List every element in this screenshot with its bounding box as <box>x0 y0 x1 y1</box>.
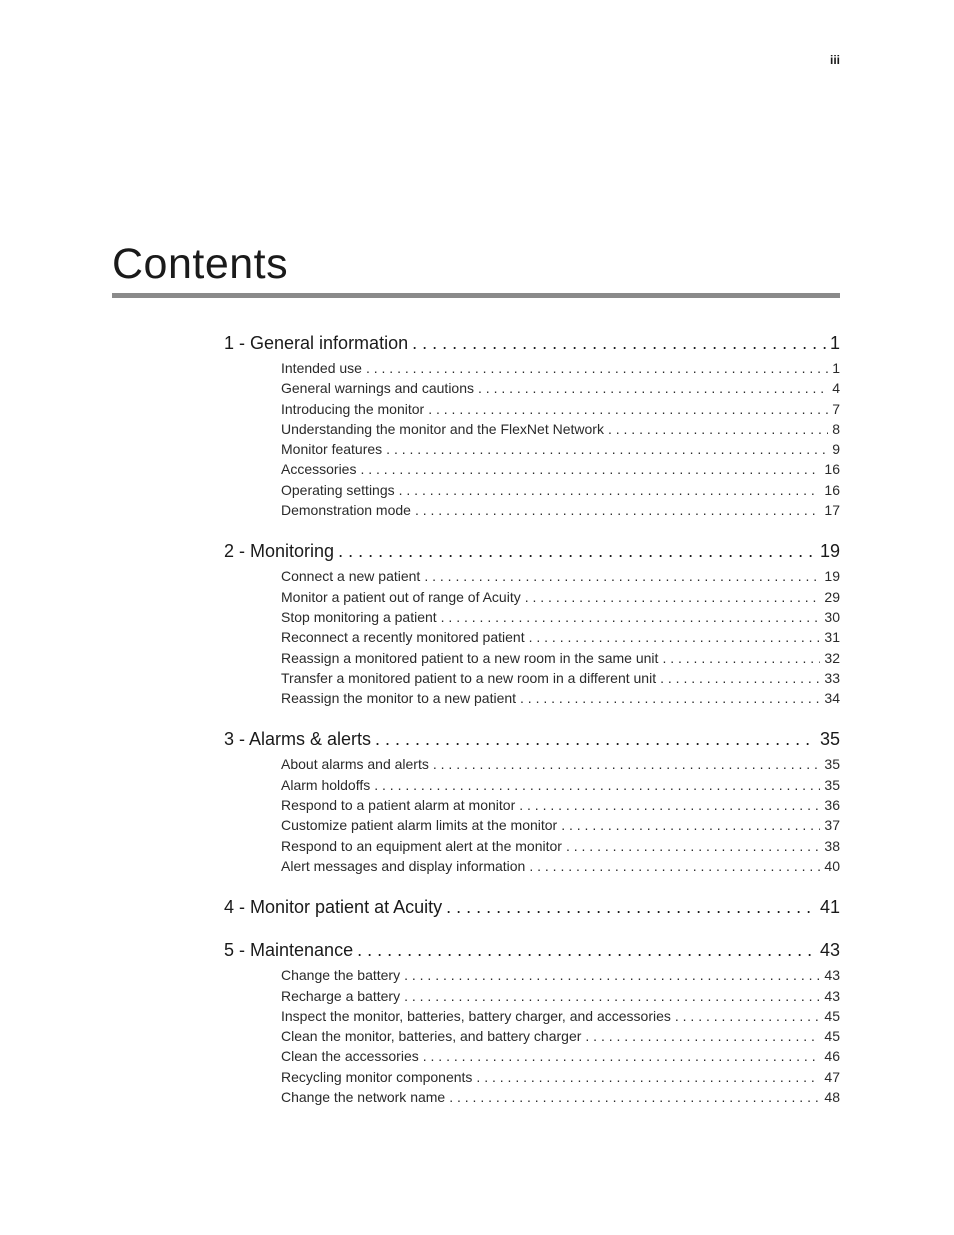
section-entry-title: Demonstration mode <box>281 502 411 519</box>
section-entry[interactable] <box>281 459 840 479</box>
section-entry-title: Intended use <box>281 360 362 376</box>
section-entry-page: 16 <box>824 481 840 498</box>
dot-leader <box>362 358 828 378</box>
section-entry-title: Reassign the monitor to a new patient <box>281 690 517 707</box>
section-entry-page: 35 <box>824 756 840 773</box>
section-entry[interactable] <box>281 815 840 835</box>
section-entry[interactable] <box>281 1006 840 1026</box>
chapter-entry[interactable] <box>224 330 840 356</box>
page-number: iii <box>829 53 840 67</box>
dot-leader <box>604 419 828 439</box>
chapter-entry-page: 1 <box>829 333 840 353</box>
section-entry[interactable] <box>281 688 840 708</box>
dot-leader <box>382 439 828 459</box>
dot-leader <box>525 856 820 876</box>
section-entry-page: 45 <box>824 1028 840 1045</box>
section-entry[interactable] <box>281 627 840 647</box>
chapter-entry-title: 2 - Monitoring <box>224 541 335 562</box>
section-entry-title: About alarms and alerts <box>281 756 429 773</box>
dot-leader <box>515 795 820 815</box>
section-entry-title: General warnings and cautions <box>281 380 475 397</box>
section-entry-title: Monitor features <box>281 441 383 458</box>
chapter-block <box>224 726 840 876</box>
section-entry-title: Transfer a monitored patient to a new room in a different unit <box>281 669 657 686</box>
section-entry[interactable] <box>281 986 840 1006</box>
dot-leader <box>521 587 821 607</box>
section-entry[interactable] <box>281 856 840 876</box>
dot-leader <box>370 775 820 795</box>
section-entry-title: Respond to a patient alarm at monitor <box>281 797 516 814</box>
section-entry[interactable] <box>281 358 840 378</box>
section-entry-page: 47 <box>824 1068 840 1085</box>
section-entry-page: 16 <box>824 461 840 478</box>
section-entry[interactable] <box>281 775 840 795</box>
chapter-block <box>224 330 840 520</box>
chapter-entry[interactable] <box>224 894 840 920</box>
section-entry-page: 8 <box>832 420 840 437</box>
section-entry-title: Clean the accessories <box>281 1048 419 1065</box>
section-entry-title: Change the network name <box>281 1089 446 1106</box>
section-entry-title: Accessories <box>281 461 357 478</box>
section-entry[interactable] <box>281 1046 840 1066</box>
chapter-entry[interactable] <box>224 937 840 963</box>
section-entry[interactable] <box>281 1026 840 1046</box>
section-entry-title: Inspect the monitor, batteries, battery charger, and accessories <box>281 1007 671 1024</box>
dot-leader <box>581 1026 820 1046</box>
dot-leader <box>334 538 816 564</box>
section-list <box>281 358 840 520</box>
section-entry-page: 1 <box>832 360 840 376</box>
section-entry-page: 19 <box>824 568 840 585</box>
chapter-entry-page: 19 <box>819 541 840 562</box>
section-entry[interactable] <box>281 419 840 439</box>
dot-leader <box>395 480 821 500</box>
dot-leader <box>411 500 820 520</box>
section-entry-title: Reconnect a recently monitored patient <box>281 629 525 646</box>
section-entry[interactable] <box>281 1067 840 1087</box>
section-entry-title: Customize patient alarm limits at the monitor <box>281 817 558 834</box>
dot-leader <box>429 754 821 774</box>
dot-leader <box>408 330 826 356</box>
section-entry-title: Monitor a patient out of range of Acuity <box>281 588 521 605</box>
dot-leader <box>671 1006 821 1026</box>
dot-leader <box>420 566 820 586</box>
dot-leader <box>445 1087 820 1107</box>
section-entry-page: 33 <box>824 669 840 686</box>
section-entry-page: 35 <box>824 776 840 793</box>
dot-leader <box>437 607 821 627</box>
chapter-block <box>224 937 840 1107</box>
section-entry-page: 4 <box>832 380 840 397</box>
section-entry[interactable] <box>281 439 840 459</box>
chapter-block <box>224 538 840 708</box>
dot-leader <box>525 627 821 647</box>
section-entry-page: 37 <box>824 817 840 834</box>
section-entry[interactable] <box>281 668 840 688</box>
section-entry-title: Stop monitoring a patient <box>281 608 437 625</box>
section-list <box>281 566 840 708</box>
dot-leader <box>424 399 828 419</box>
dot-leader <box>356 459 820 479</box>
section-entry-title: Introducing the monitor <box>281 400 425 417</box>
section-entry-page: 36 <box>824 797 840 814</box>
section-entry-page: 31 <box>824 629 840 646</box>
section-entry-title: Recharge a battery <box>281 987 401 1004</box>
title-rule <box>112 293 840 298</box>
section-entry-title: Respond to an equipment alert at the monitor <box>281 837 562 854</box>
page-title: Contents <box>112 240 289 288</box>
dot-leader <box>442 894 816 920</box>
section-entry-title: Operating settings <box>281 481 395 498</box>
dot-leader <box>516 688 820 708</box>
section-entry-title: Reassign a monitored patient to a new room in the same unit <box>281 649 659 666</box>
section-entry[interactable] <box>281 399 840 419</box>
section-entry-page: 17 <box>824 502 840 519</box>
section-entry-page: 43 <box>824 967 840 984</box>
chapter-entry-page: 43 <box>819 940 840 961</box>
chapter-entry-title: 5 - Maintenance <box>224 940 354 961</box>
chapter-entry-title: 3 - Alarms & alerts <box>224 729 372 750</box>
section-entry[interactable] <box>281 480 840 500</box>
section-entry[interactable] <box>281 836 840 856</box>
section-entry-title: Alarm holdoffs <box>281 776 371 793</box>
section-entry-page: 48 <box>824 1089 840 1106</box>
section-entry-page: 7 <box>832 400 840 417</box>
section-entry-title: Connect a new patient <box>281 568 421 585</box>
dot-leader <box>658 648 820 668</box>
dot-leader <box>419 1046 821 1066</box>
dot-leader <box>557 815 820 835</box>
section-list <box>281 754 840 876</box>
section-entry-title: Clean the monitor, batteries, and battery charger <box>281 1028 582 1045</box>
section-entry-page: 29 <box>824 588 840 605</box>
section-entry-title: Change the battery <box>281 967 401 984</box>
chapter-entry[interactable] <box>224 538 840 564</box>
section-entry-page: 46 <box>824 1048 840 1065</box>
table-of-contents <box>224 330 840 1125</box>
section-entry[interactable] <box>281 1087 840 1107</box>
section-entry-page: 40 <box>824 857 840 874</box>
section-entry-page: 9 <box>832 441 840 458</box>
section-entry[interactable] <box>281 500 840 520</box>
section-entry-page: 34 <box>824 690 840 707</box>
dot-leader <box>353 937 816 963</box>
dot-leader <box>656 668 820 688</box>
section-entry-page: 38 <box>824 837 840 854</box>
section-entry-title: Recycling monitor components <box>281 1068 473 1085</box>
section-entry-page: 43 <box>824 987 840 1004</box>
dot-leader <box>562 836 820 856</box>
section-list <box>281 965 840 1107</box>
section-entry-title: Alert messages and display information <box>281 857 526 874</box>
chapter-entry-page: 41 <box>819 897 840 918</box>
dot-leader <box>472 1067 820 1087</box>
section-entry[interactable] <box>281 378 840 398</box>
dot-leader <box>400 965 820 985</box>
section-entry-page: 32 <box>824 649 840 666</box>
chapter-entry-page: 35 <box>819 729 840 750</box>
chapter-entry-title: 1 - General information <box>224 333 409 353</box>
section-entry[interactable] <box>281 566 840 586</box>
chapter-block <box>224 894 840 920</box>
section-entry[interactable] <box>281 587 840 607</box>
section-entry[interactable] <box>281 965 840 985</box>
section-entry[interactable] <box>281 607 840 627</box>
dot-leader <box>474 378 828 398</box>
section-entry[interactable] <box>281 795 840 815</box>
section-entry-page: 45 <box>824 1007 840 1024</box>
section-entry[interactable] <box>281 754 840 774</box>
section-entry-title: Understanding the monitor and the FlexNet Network <box>281 420 604 437</box>
dot-leader <box>400 986 820 1006</box>
dot-leader <box>371 726 816 752</box>
section-entry[interactable] <box>281 648 840 668</box>
section-entry-page: 30 <box>824 608 840 625</box>
chapter-entry-title: 4 - Monitor patient at Acuity <box>224 897 443 918</box>
chapter-entry[interactable] <box>224 726 840 752</box>
